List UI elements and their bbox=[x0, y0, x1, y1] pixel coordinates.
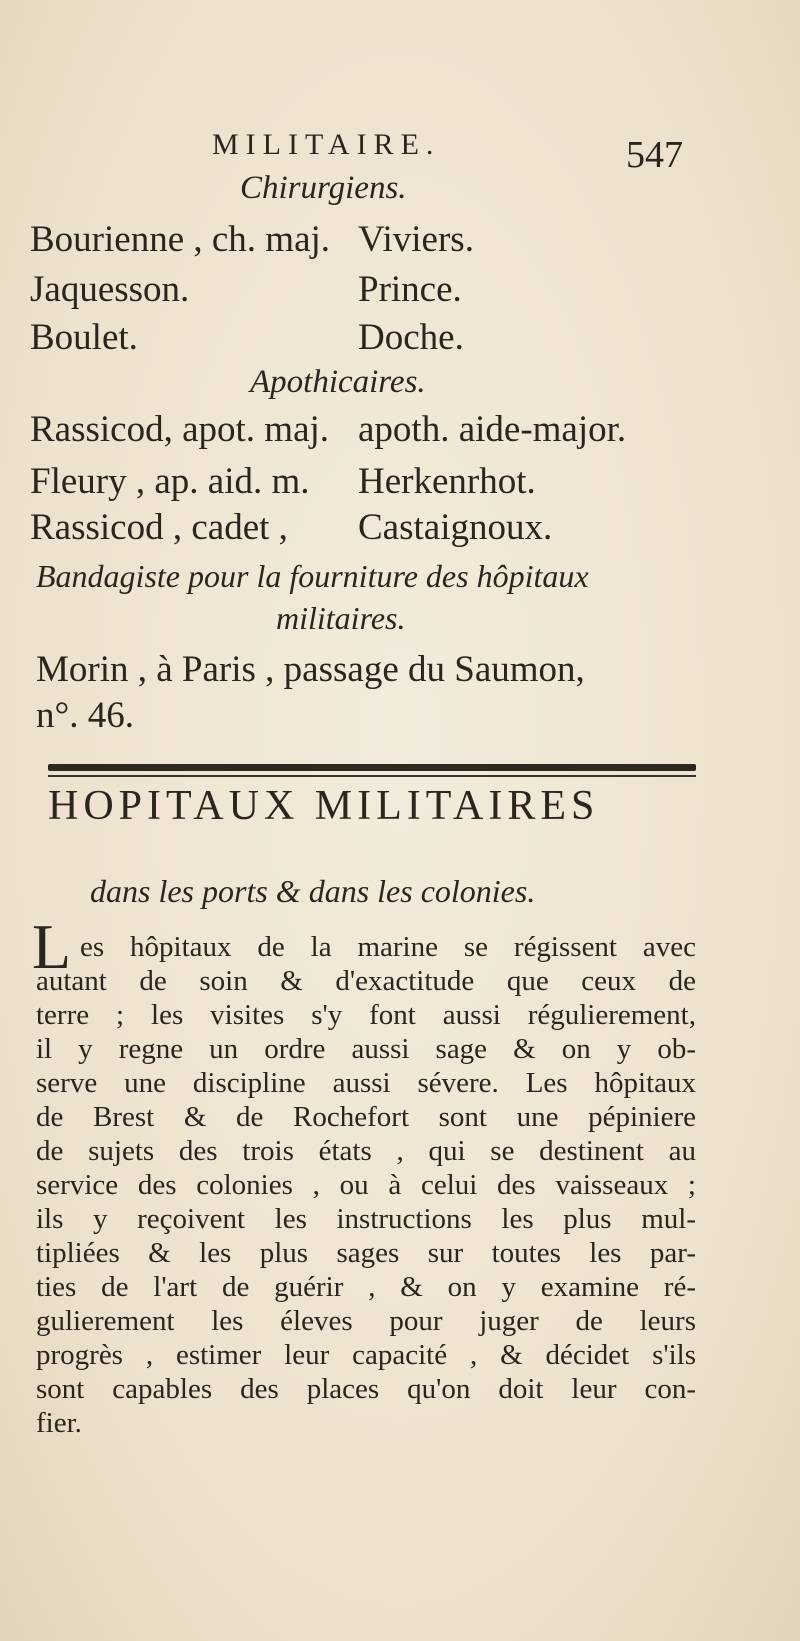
body-text-line: service des colonies , ou à celui des vaisseaux ; bbox=[36, 1169, 696, 1201]
chirurgien-name: Jaquesson. bbox=[30, 269, 190, 310]
body-text-line: serve une discipline aussi sévere. Les hôpitaux bbox=[36, 1067, 696, 1099]
apothicaire-name: Rassicod , cadet , bbox=[30, 507, 288, 548]
hopitaux-subtitle: dans les ports & dans les colonies. bbox=[90, 873, 536, 909]
page-number: 547 bbox=[626, 134, 683, 176]
section-divider bbox=[48, 764, 696, 777]
chirurgien-name: Viviers. bbox=[358, 219, 474, 260]
apothicaire-name: Fleury , ap. aid. m. bbox=[30, 461, 310, 502]
body-text-line: il y regne un ordre aussi sage & on y ob- bbox=[36, 1033, 696, 1065]
running-header: MILITAIRE. bbox=[212, 128, 441, 161]
body-text-line: de sujets des trois états , qui se destinent au bbox=[36, 1135, 696, 1167]
chirurgiens-heading: Chirurgiens. bbox=[240, 170, 407, 206]
apothicaire-name: Rassicod, apot. maj. bbox=[30, 409, 330, 450]
body-text-line: autant de soin & d'exactitude que ceux de bbox=[36, 965, 696, 997]
apothicaires-heading: Apothicaires. bbox=[250, 364, 426, 400]
bandagiste-caption: militaires. bbox=[276, 600, 406, 636]
apothicaire-name: Castaignoux. bbox=[358, 507, 553, 548]
chirurgien-name: Prince. bbox=[358, 269, 462, 310]
body-text-line: de Brest & de Rochefort sont une pépiniere bbox=[36, 1101, 696, 1133]
hopitaux-heading: HOPITAUX MILITAIRES bbox=[48, 783, 600, 829]
body-text-line: progrès , estimer leur capacité , & décidet s'ils bbox=[36, 1339, 696, 1371]
apothicaire-name: Herkenrhot. bbox=[358, 461, 536, 502]
chirurgien-name: Bourienne , ch. maj. bbox=[30, 219, 331, 260]
chirurgien-name: Boulet. bbox=[30, 317, 138, 358]
body-text-line: tipliées & les plus sages sur toutes les par- bbox=[36, 1237, 696, 1269]
body-text-line: terre ; les visites s'y font aussi régulierement, bbox=[36, 999, 696, 1031]
drop-cap: L bbox=[32, 911, 72, 982]
body-text-line: gulierement les éleves pour juger de leurs bbox=[36, 1305, 696, 1337]
bandagiste-caption: Bandagiste pour la fourniture des hôpitaux bbox=[36, 558, 589, 594]
body-text-line: ties de l'art de guérir , & on y examine ré- bbox=[36, 1271, 696, 1303]
body-text-line: fier. bbox=[36, 1407, 82, 1439]
body-text-line: es hôpitaux de la marine se régissent avec bbox=[80, 931, 696, 963]
apothicaire-name: apoth. aide-major. bbox=[358, 409, 627, 450]
bandagiste-address: Morin , à Paris , passage du Saumon, bbox=[36, 649, 585, 690]
body-text-line: ils y reçoivent les instructions les plus mul- bbox=[36, 1203, 696, 1235]
bandagiste-address: n°. 46. bbox=[36, 695, 135, 736]
chirurgien-name: Doche. bbox=[358, 317, 464, 358]
body-text-line: sont capables des places qu'on doit leur con- bbox=[36, 1373, 696, 1405]
